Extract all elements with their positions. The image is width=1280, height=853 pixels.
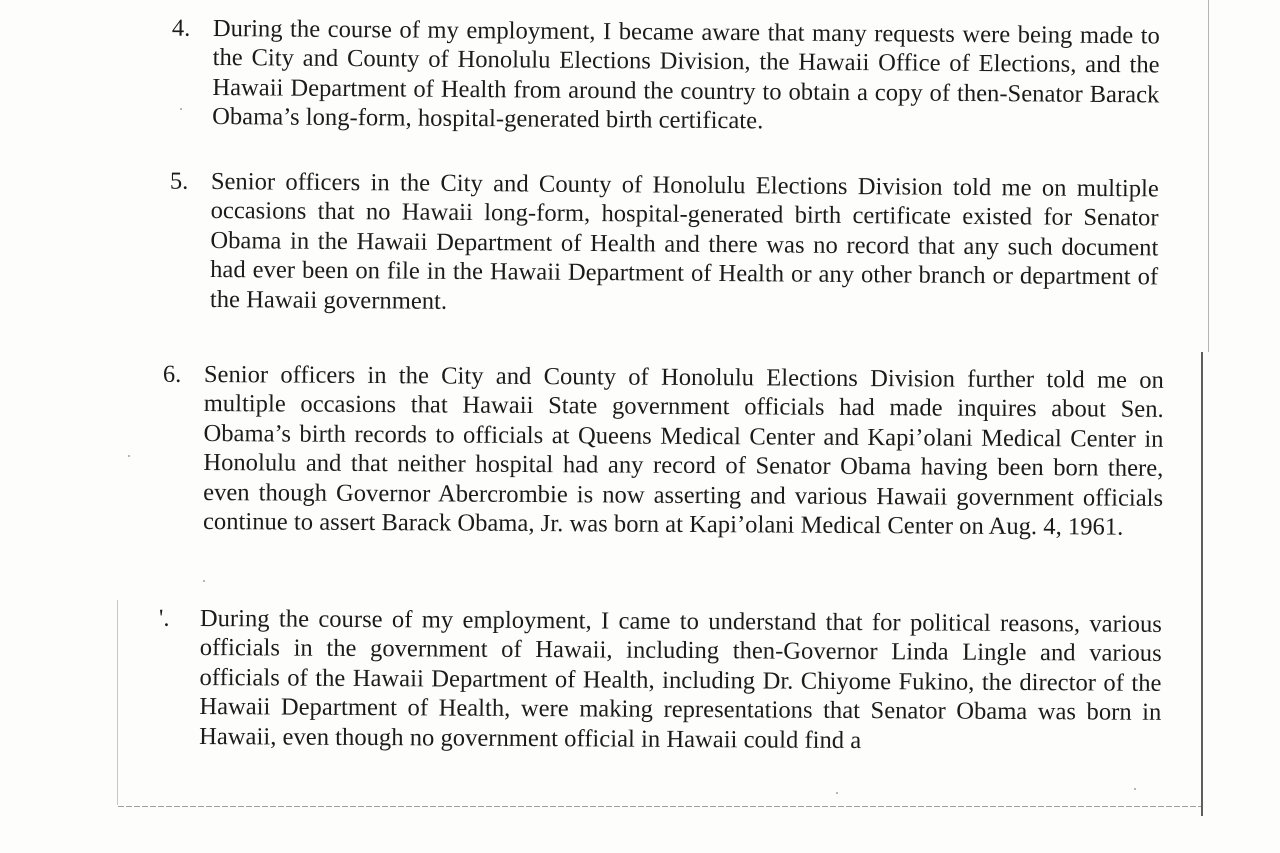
paragraph-number: '. xyxy=(158,604,170,632)
scan-edge-bottom xyxy=(118,806,1201,807)
paragraph-text: Senior officers in the City and County of Honolulu Elections Division told me on multiple occasions that no Hawaii long-form, hospital-generated birth certificate existed for Senator Obama in the Hawaii Department of Health and there was no record that any such document had ever been on file in the Hawaii Department of Health or any other branch or department of the Hawaii government. xyxy=(209,167,1159,315)
paragraph-text: During the course of my employment, I came to understand that for political reasons, various officials in the government of Hawaii, including then-Governor Linda Lingle and various officials of the Hawaii Department of Health, including Dr. Chiyome Fukino, the director of the Hawaii Department of Health, were making representations that Senator Obama was born in Hawaii, even though no government official in Hawaii could find a xyxy=(199,605,1162,754)
paragraph-6 xyxy=(162,360,1164,542)
paragraph-text: Senior officers in the City and County of Honolulu Elections Division further told me on multiple occasions that Hawaii State government officials had made inquires about Sen. Obama’s birth records to officials at Queens Medical Center and Kapi’olani Medical Center in Honolulu and that neither hospital had any record of Senator Obama having been born there, even though Governor Abercrombie is now asserting and various Hawaii government officials continue to assert Barack Obama, Jr. was born at Kapi’olani Medical Center on Aug. 4, 1961. xyxy=(202,360,1164,541)
scan-edge-right-lower xyxy=(1201,352,1203,816)
scan-edge-right-upper xyxy=(1208,0,1209,352)
scan-edge-left xyxy=(117,600,118,805)
scan-speck xyxy=(180,108,182,110)
scan-speck xyxy=(128,455,130,457)
paragraph-number: 4. xyxy=(171,14,191,42)
scan-speck xyxy=(836,792,838,794)
scan-speck xyxy=(203,580,205,582)
paragraph-number: 6. xyxy=(162,360,182,388)
paragraph-4 xyxy=(171,14,1160,139)
paragraph-5 xyxy=(169,167,1159,321)
paragraph-text: During the course of my employment, I became aware that many requests were being made to the City and County of Honolulu Elections Division, the Hawaii Office of Elections, and the Hawaii Department of Health from around the country to obtain a copy of then-Senator Barack Obama’s long-form, hospital-generated birth certificate. xyxy=(212,14,1160,135)
paragraph-7 xyxy=(158,604,1162,757)
paragraph-number: 5. xyxy=(169,167,189,195)
scan-speck xyxy=(1134,788,1136,790)
